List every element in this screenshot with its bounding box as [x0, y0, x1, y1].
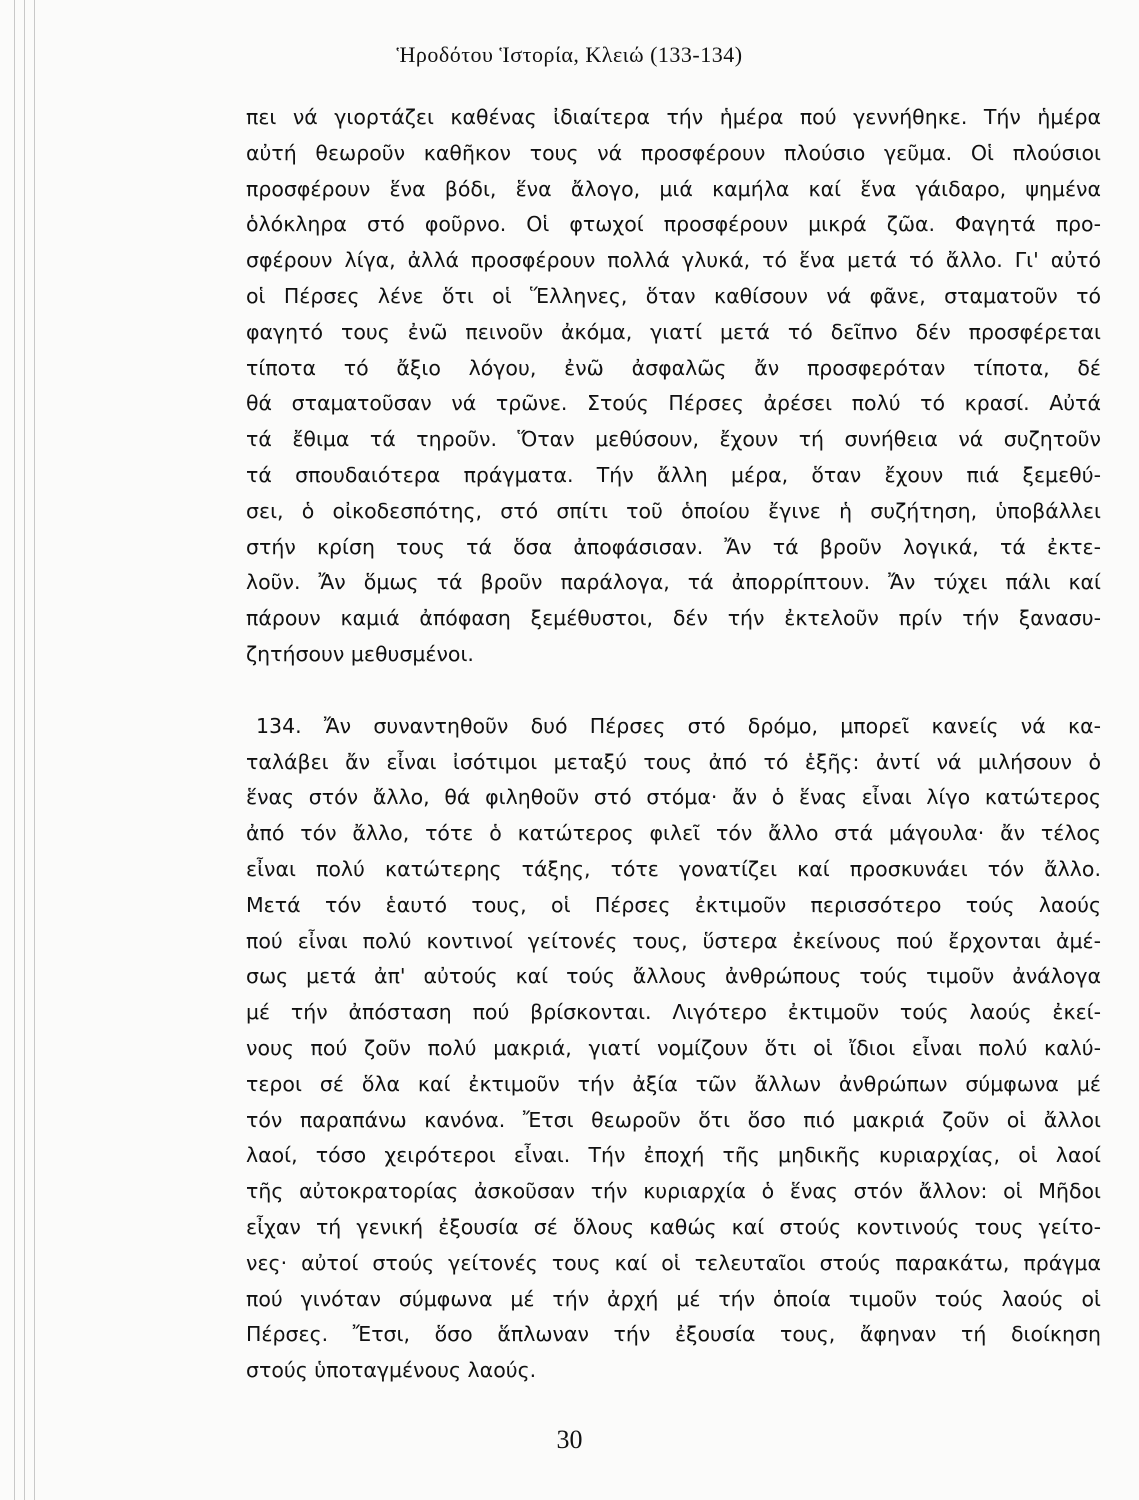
text-line: τίποτα τό ἄξιο λόγου, ἐνῶ ἀσφαλῶς ἄν προσφερόταν τίποτα, δέ	[246, 355, 1101, 380]
page-number: 30	[556, 1425, 583, 1454]
text-line: προσφέρουν ἕνα βόδι, ἕνα ἄλογο, μιά καμήλα καί ἕνα γάιδαρο, ψημένα	[246, 176, 1101, 201]
text-line: πει νά γιορτάζει καθένας ἰδιαίτερα τήν ἡμέρα πού γεννήθηκε. Τήν ἡμέρα	[246, 105, 1101, 129]
text-line: τεροι σέ ὅλα καί ἐκτιμοῦν τήν ἀξία τῶν ἄλλων ἀνθρώπων σύμφωνα μέ	[246, 1071, 1101, 1096]
text-line: ἀπό τόν ἄλλο, τότε ὁ κατώτερος φιλεῖ τόν ἄλλο στά μάγουλα· ἄν τέλος	[246, 821, 1101, 846]
text-line: εἶναι πολύ κατώτερης τάξης, τότε γονατίζει καί προσκυνάει τόν ἄλλο.	[246, 856, 1101, 881]
text-line: τόν παραπάνω κανόνα. Ἔτσι θεωροῦν ὅτι ὅσο πιό μακριά ζοῦν οἱ ἄλλοι	[246, 1107, 1101, 1132]
text-line: λαοί, τόσο χειρότεροι εἶναι. Τήν ἐποχή τῆς μηδικῆς κυριαρχίας, οἱ λαοί	[246, 1143, 1101, 1168]
page-edge	[34, 0, 35, 1500]
text-line: οἱ Πέρσες λένε ὅτι οἱ Ἕλληνες, ὅταν καθίσουν νά φᾶνε, σταματοῦν τό	[246, 283, 1101, 308]
text-line: πού εἶναι πολύ κοντινοί γείτονές τους, ὕστερα ἐκείνους πού ἔρχονται ἀμέ-	[246, 928, 1101, 953]
text-line: σει, ὁ οἰκοδεσπότης, στό σπίτι τοῦ ὁποίου ἔγινε ἡ συζήτηση, ὑποβάλλει	[246, 498, 1101, 523]
text-line: νες· αὐτοί στούς γείτονές τους καί οἱ τελευταῖοι στούς παρακάτω, πράγμα	[246, 1250, 1101, 1275]
page-edge	[24, 0, 25, 1500]
text-line: Μετά τόν ἑαυτό τους, οἱ Πέρσες ἐκτιμοῦν περισσότερο τούς λαούς	[246, 892, 1101, 917]
text-line: πάρουν καμιά ἀπόφαση ξεμέθυστοι, δέν τήν ἐκτελοῦν πρίν τήν ξανασυ-	[246, 606, 1101, 631]
text-line: ζητήσουν μεθυσμένοι.	[246, 641, 474, 666]
text-line: τά ἔθιμα τά τηροῦν. Ὅταν μεθύσουν, ἔχουν τή συνήθεια νά συζητοῦν	[246, 427, 1101, 452]
text-line: θά σταματοῦσαν νά τρῶνε. Στούς Πέρσες ἀρέσει πολύ τό κρασί. Αὐτά	[246, 391, 1101, 416]
paragraph-gap	[246, 673, 1101, 709]
text-line: εἶχαν τή γενική ἐξουσία σέ ὅλους καθώς καί στούς κοντινούς τους γείτο-	[246, 1214, 1101, 1239]
paragraph-133	[246, 100, 1101, 673]
text-line: ταλάβει ἄν εἶναι ἰσότιμοι μεταξύ τους ἀπό τό ἑξῆς: ἀντί νά μιλήσουν ὁ	[246, 749, 1101, 774]
body-text	[246, 100, 1101, 1389]
text-line: λοῦν. Ἄν ὅμως τά βροῦν παράλογα, τά ἀπορρίπτουν. Ἄν τύχει πάλι καί	[246, 570, 1101, 595]
text-line: στούς ὑποταγμένους λαούς.	[246, 1358, 537, 1383]
text-line: σφέρουν λίγα, ἀλλά προσφέρουν πολλά γλυκά, τό ἕνα μετά τό ἄλλο. Γι' αὐτό	[246, 248, 1101, 273]
text-line: στήν κρίση τους τά ὅσα ἀποφάσισαν. Ἄν τά βροῦν λογικά, τά ἐκτε-	[246, 534, 1101, 559]
text-line: φαγητό τους ἐνῶ πεινοῦν ἀκόμα, γιατί μετά τό δεῖπνο δέν προσφέρεται	[246, 319, 1101, 344]
text-line: ὁλόκληρα στό φοῦρνο. Οἱ φτωχοί προσφέρουν μικρά ζῶα. Φαγητά προ-	[246, 212, 1101, 237]
text-line: τά σπουδαιότερα πράγματα. Τήν ἄλλη μέρα, ὅταν ἔχουν πιά ξεμεθύ-	[246, 462, 1101, 487]
text-line: σως μετά ἀπ' αὐτούς καί τούς ἄλλους ἀνθρώπους τούς τιμοῦν ἀνάλογα	[246, 964, 1101, 989]
text-line: 134. Ἄν συναντηθοῦν δυό Πέρσες στό δρόμο, μπορεῖ κανείς νά κα-	[256, 713, 1101, 738]
text-line: τῆς αὐτοκρατορίας ἀσκοῦσαν τήν κυριαρχία ὁ ἕνας στόν ἄλλον: οἱ Μῆδοι	[246, 1179, 1101, 1204]
running-head: Ἡροδότου Ἱστορία, Κλειώ (133-134)	[396, 42, 743, 67]
paragraph-134	[246, 709, 1101, 1389]
page-edge	[14, 0, 15, 1500]
text-line: ἕνας στόν ἄλλο, θά φιληθοῦν στό στόμα· ἄν ὁ ἕνας εἶναι λίγο κατώτερος	[246, 785, 1101, 810]
text-line: Πέρσες. Ἔτσι, ὅσο ἅπλωναν τήν ἐξουσία τους, ἄφηναν τή διοίκηση	[246, 1322, 1101, 1347]
text-line: νους πού ζοῦν πολύ μακριά, γιατί νομίζουν ὅτι οἱ ἴδιοι εἶναι πολύ καλύ-	[246, 1035, 1101, 1060]
text-line: αὐτή θεωροῦν καθῆκον τους νά προσφέρουν πλούσιο γεῦμα. Οἱ πλούσιοι	[246, 140, 1101, 165]
text-line: πού γινόταν σύμφωνα μέ τήν ἀρχή μέ τήν ὁποία τιμοῦν τούς λαούς οἱ	[246, 1286, 1101, 1311]
text-line: μέ τήν ἀπόσταση πού βρίσκονται. Λιγότερο ἐκτιμοῦν τούς λαούς ἐκεί-	[246, 1000, 1101, 1025]
